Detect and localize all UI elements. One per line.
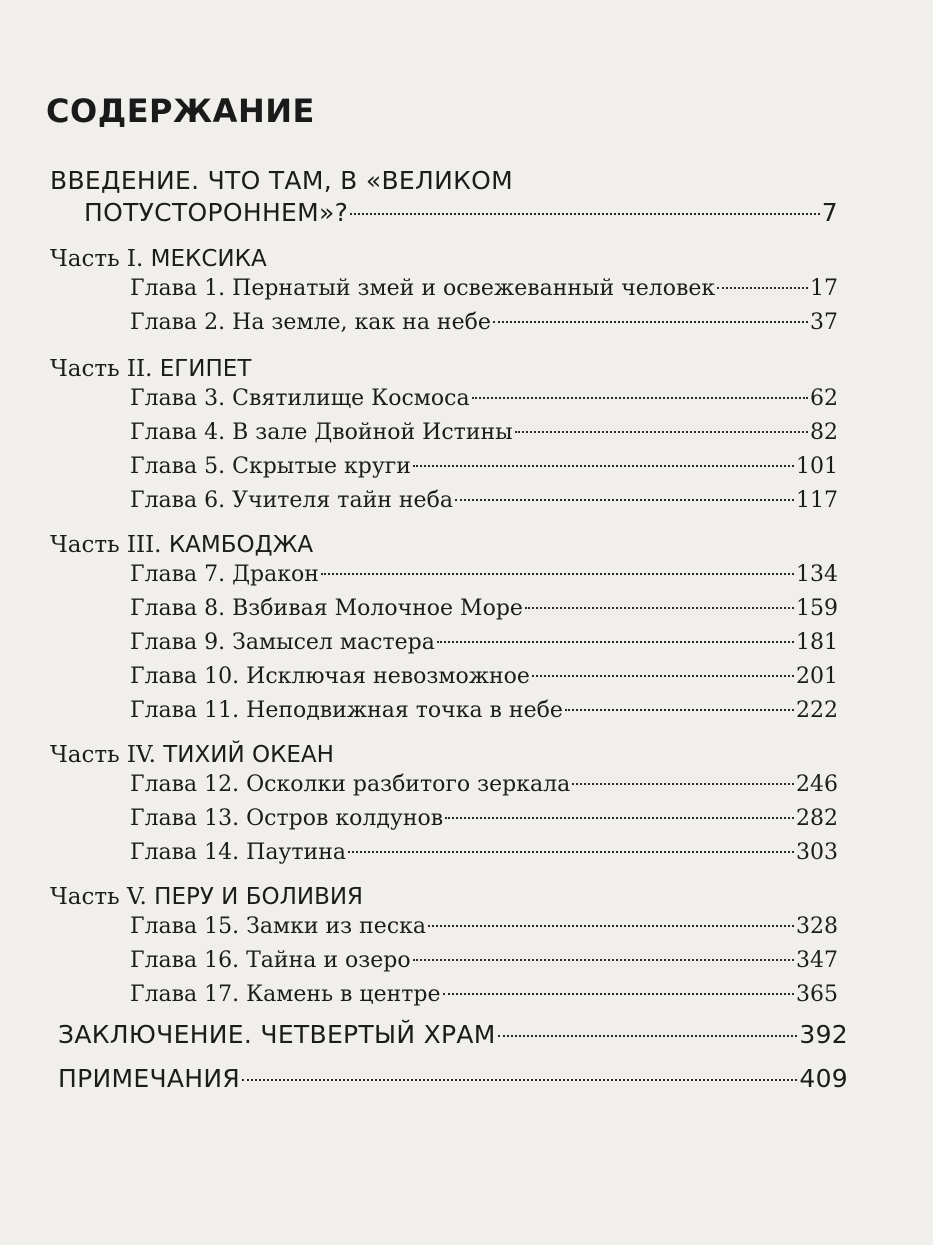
part-prefix: Часть III. <box>50 532 162 558</box>
leader-dots <box>472 397 808 399</box>
page-number: 37 <box>810 310 838 335</box>
toc-entry <box>130 382 838 416</box>
page-number: 117 <box>796 488 838 513</box>
leader-dots <box>498 1035 798 1037</box>
leader-dots <box>515 431 808 433</box>
toc-entry <box>130 694 838 728</box>
chapter-title: Глава 16. Тайна и озеро <box>130 948 411 973</box>
toc-entry <box>130 558 838 592</box>
page-number: 328 <box>796 914 838 939</box>
chapter-title: Глава 13. Остров колдунов <box>130 806 444 831</box>
leader-dots <box>565 709 794 711</box>
chapter-title: Глава 2. На земле, как на небе <box>130 310 491 335</box>
leader-dots <box>717 287 808 289</box>
page-number: 82 <box>810 420 838 445</box>
leader-dots <box>445 817 794 819</box>
part-prefix: Часть I. <box>50 246 144 272</box>
toc-entry <box>130 484 838 518</box>
chapter-title: Глава 14. Паутина <box>130 840 346 865</box>
part-prefix: Часть V. <box>50 884 147 910</box>
toc-entry-conclusion <box>58 1018 848 1052</box>
leader-dots <box>572 783 794 785</box>
intro-line-1 <box>50 164 840 198</box>
chapter-title: Глава 17. Камень в центре <box>130 982 441 1007</box>
toc-entry <box>130 306 838 340</box>
intro-line-2 <box>84 196 838 230</box>
leader-dots <box>242 1079 797 1081</box>
part-heading <box>50 352 251 386</box>
leader-dots <box>455 499 794 501</box>
part-name: ЕГИПЕТ <box>159 356 252 382</box>
leader-dots <box>413 465 794 467</box>
chapter-title: Глава 7. Дракон <box>130 562 319 587</box>
page-number: 62 <box>810 386 838 411</box>
part-name: МЕКСИКА <box>150 246 267 272</box>
page-number: 201 <box>796 664 838 689</box>
chapter-title: Глава 4. В зале Двойной Истины <box>130 420 513 445</box>
chapter-title: Глава 3. Святилище Космоса <box>130 386 470 411</box>
chapter-title: Глава 1. Пернатый змей и освежеванный человек <box>130 276 716 301</box>
part-prefix: Часть IV. <box>50 742 156 768</box>
page-number: 222 <box>796 698 838 723</box>
page-number: 101 <box>796 454 838 479</box>
leader-dots <box>413 959 794 961</box>
part-heading <box>50 242 267 276</box>
toc-entry <box>130 592 838 626</box>
toc-entry <box>130 944 838 978</box>
leader-dots <box>321 573 794 575</box>
part-heading <box>50 880 363 914</box>
toc-entry <box>130 910 838 944</box>
toc-entry-notes <box>58 1062 848 1096</box>
page-number: 246 <box>796 772 838 797</box>
intro-title-line2: ПОТУСТОРОННЕМ»? <box>84 198 349 227</box>
chapter-title: Глава 15. Замки из песка <box>130 914 427 939</box>
page-number: 347 <box>796 948 838 973</box>
page-number: 17 <box>810 276 838 301</box>
toc-entry <box>130 416 838 450</box>
part-prefix: Часть II. <box>50 356 153 382</box>
page-number: 181 <box>796 630 838 655</box>
chapter-title: Глава 5. Скрытые круги <box>130 454 411 479</box>
leader-dots <box>428 925 794 927</box>
page-number: 365 <box>796 982 838 1007</box>
leader-dots <box>350 213 820 215</box>
section-title: ПРИМЕЧАНИЯ <box>58 1064 241 1093</box>
page-number: 303 <box>796 840 838 865</box>
leader-dots <box>443 993 794 995</box>
page-number: 392 <box>799 1020 848 1049</box>
page-title: СОДЕРЖАНИЕ <box>46 92 315 130</box>
chapter-title: Глава 6. Учителя тайн неба <box>130 488 453 513</box>
toc-entry <box>130 836 838 870</box>
leader-dots <box>437 641 794 643</box>
toc-entry <box>130 450 838 484</box>
toc-entry <box>130 626 838 660</box>
leader-dots <box>532 675 794 677</box>
toc-entry <box>130 272 838 306</box>
toc-entry <box>130 768 838 802</box>
page-number: 159 <box>796 596 838 621</box>
part-heading <box>50 528 313 562</box>
leader-dots <box>525 607 794 609</box>
leader-dots <box>493 321 808 323</box>
page-number: 409 <box>799 1064 848 1093</box>
part-name: КАМБОДЖА <box>168 532 314 558</box>
chapter-title: Глава 10. Исключая невозможное <box>130 664 530 689</box>
part-name: ТИХИЙ ОКЕАН <box>163 742 334 768</box>
toc-entry <box>130 660 838 694</box>
page-number: 7 <box>821 198 838 227</box>
page-number: 134 <box>796 562 838 587</box>
section-title: ЗАКЛЮЧЕНИЕ. ЧЕТВЕРТЫЙ ХРАМ <box>58 1020 496 1049</box>
chapter-title: Глава 9. Замысел мастера <box>130 630 435 655</box>
part-heading <box>50 738 334 772</box>
toc-entry <box>130 802 838 836</box>
chapter-title: Глава 12. Осколки разбитого зеркала <box>130 772 571 797</box>
toc-entry <box>130 978 838 1012</box>
intro-title-line1: ВВЕДЕНИЕ. ЧТО ТАМ, В «ВЕЛИКОМ <box>50 166 514 195</box>
part-name: ПЕРУ И БОЛИВИЯ <box>154 884 364 910</box>
chapter-title: Глава 8. Взбивая Молочное Море <box>130 596 523 621</box>
chapter-title: Глава 11. Неподвижная точка в небе <box>130 698 563 723</box>
leader-dots <box>348 851 794 853</box>
page-number: 282 <box>796 806 838 831</box>
